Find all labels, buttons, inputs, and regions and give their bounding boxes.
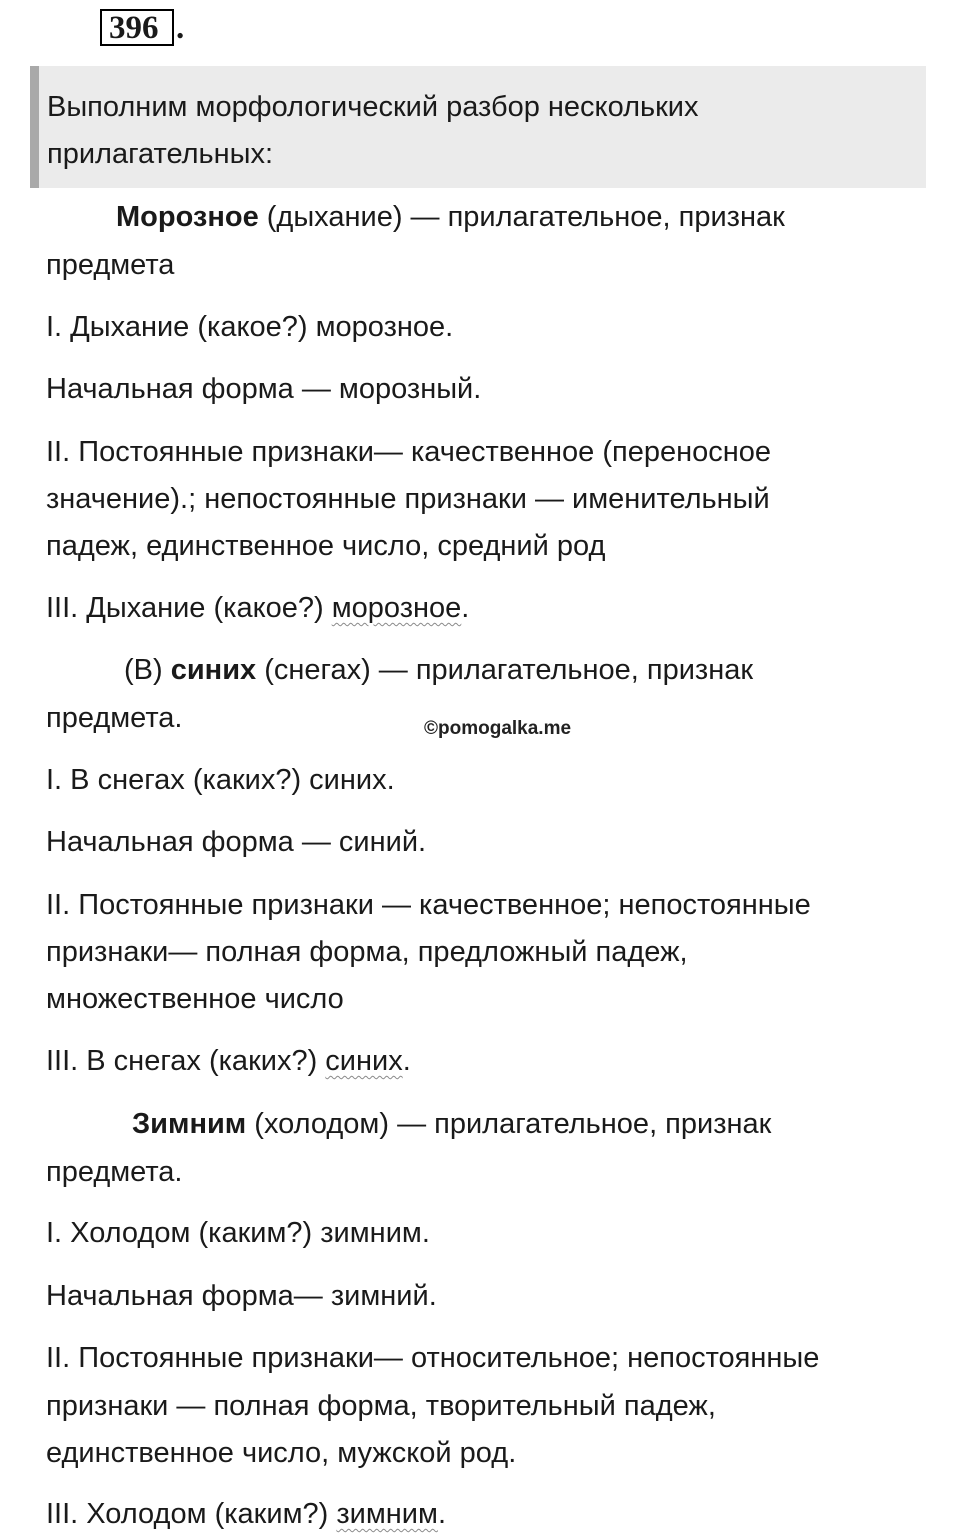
block1-line-4-word: морозное — [331, 592, 462, 624]
block2-line-4-prefix: III. В снегах (каких?) — [46, 1045, 326, 1077]
block3-line-4-prefix: III. Холодом (каким?) — [46, 1498, 337, 1530]
block3-line-4-word: зимним — [336, 1498, 438, 1530]
block3-heading-cont: предмета. — [46, 1156, 183, 1188]
block1-word: Морозное — [116, 201, 259, 233]
block3-line-4-suffix: . — [437, 1498, 447, 1530]
block3-line-4 — [46, 1491, 906, 1538]
intro-callout — [30, 66, 926, 188]
block3-line-3a: II. Постоянные признаки— относительное; непостоянные — [46, 1342, 820, 1374]
block2-line-1: I. В снегах (каких?) синих. — [46, 764, 395, 796]
block1-heading-rest: (дыхание) — прилагательное, признак — [258, 201, 785, 233]
exercise-number-text: 396 — [109, 10, 159, 46]
block1-line-3a: II. Постоянные признаки— качественное (переносное — [46, 436, 772, 468]
block2-heading-rest: (снегах) — прилагательное, признак — [256, 654, 754, 686]
block2-line-4-word: синих — [325, 1045, 403, 1077]
block1-line-3b: значение).; непостоянные признаки — именительный — [46, 483, 770, 515]
block2-heading — [124, 647, 960, 694]
exercise-number-dot: . — [176, 10, 185, 46]
block3-heading — [132, 1101, 960, 1148]
block3-line-1: I. Холодом (каким?) зимним. — [46, 1217, 430, 1249]
block3-line-3c: единственное число, мужской род. — [46, 1437, 517, 1469]
block2-line-4-suffix: . — [402, 1045, 411, 1077]
watermark: ©pomogalka.me — [424, 718, 572, 739]
block1-line-2: Начальная форма — морозный. — [46, 373, 482, 405]
block1-heading-cont: предмета — [46, 249, 175, 281]
block3-heading-rest: (холодом) — прилагательное, признак — [246, 1108, 772, 1140]
block2-line-4 — [46, 1038, 906, 1085]
block2-pre: (В) — [124, 654, 171, 686]
block1-line-3c: падеж, единственное число, средний род — [46, 530, 606, 562]
block2-line-2: Начальная форма — синий. — [46, 826, 427, 858]
block2-heading-cont: предмета. — [46, 702, 183, 734]
block1-line-4-suffix: . — [461, 592, 470, 624]
exercise-number — [100, 9, 186, 47]
block1-line-4-prefix: III. Дыхание (какое?) — [46, 592, 332, 624]
block3-line-3b: признаки — полная форма, творительный падеж, — [46, 1390, 716, 1422]
block2-line-3b: признаки— полная форма, предложный падеж, — [46, 936, 688, 968]
block3-line-2: Начальная форма— зимний. — [46, 1280, 437, 1312]
block2-line-3c: множественное число — [46, 983, 344, 1015]
block1-line-4 — [46, 585, 906, 632]
block3-word: Зимним — [132, 1108, 247, 1140]
block1-heading — [116, 194, 960, 241]
intro-text: Выполним морфологический разбор нескольких прилагательных: — [47, 91, 699, 170]
block2-word: синих — [170, 654, 257, 686]
block1-line-1: I. Дыхание (какое?) морозное. — [46, 311, 454, 343]
block2-line-3a: II. Постоянные признаки — качественное; непостоянные — [46, 889, 811, 921]
